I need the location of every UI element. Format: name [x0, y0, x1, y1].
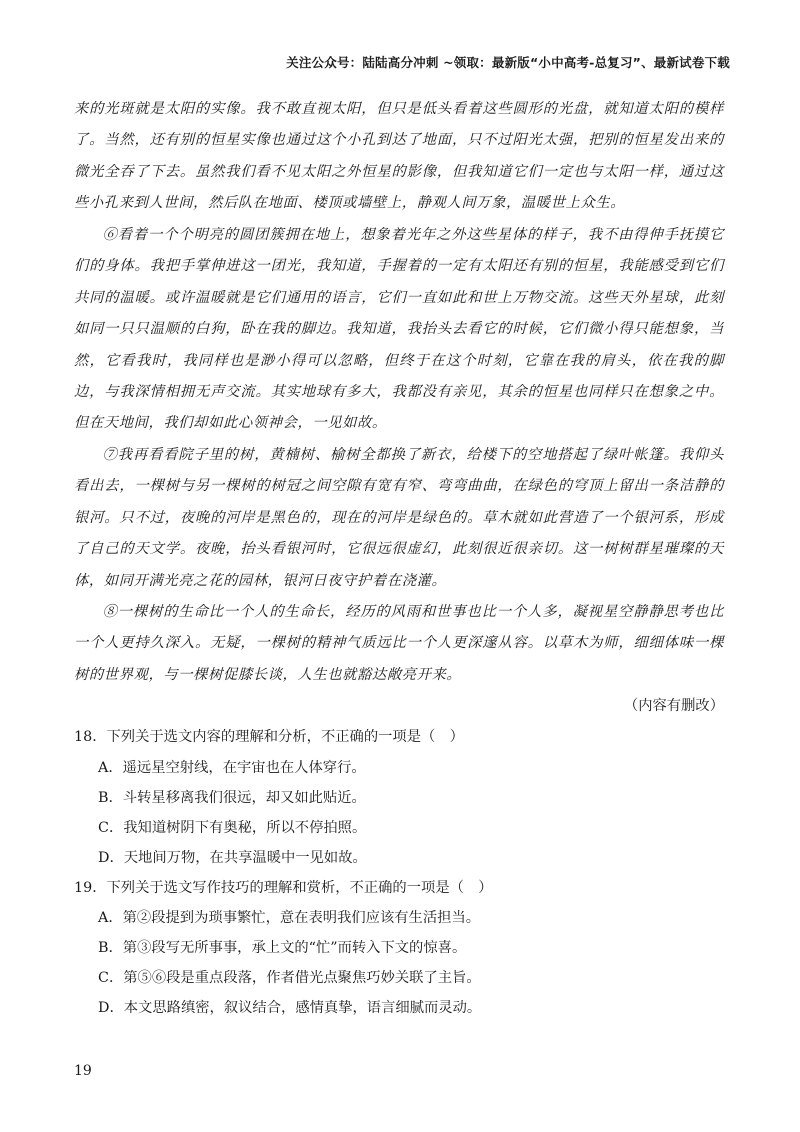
page-header: 关注公众号：陆陆高分冲刺 ~领取：最新版“小中高考-总复习”、最新试卷下载	[286, 55, 730, 70]
question-19-option-b: B．第③段写无所事事，承上文的“忙”而转入下文的惊喜。	[98, 940, 467, 956]
question-19-option-d: D．本文思路缜密，叙议结合，感情真挚，语言细腻而灵动。	[98, 1000, 482, 1016]
paragraph-8: ⑧一棵树的生命比一个人的生命长，经历的风雨和世事也比一个人多，凝视星空静静思考也比一个人更持久深入。无疑，一棵树的精神气质远比一个人更深邃从容。以草木为师，细细体味一棵树的世界观，与一棵树促膝长谈，人生也就豁达敞亮开来。	[74, 604, 724, 683]
question-18-option-b: B．斗转星移离我们很远，却又如此贴近。	[98, 790, 366, 806]
paragraph-6: ⑥看着一个个明亮的圆团簇拥在地上，想象着光年之外这些星体的样子，我不由得伸手抚摸它们的身体。我把手掌伸进这一团光，我知道，手握着的一定有太阳还有别的恒星，我能感受到它们共同的温暖。或许温暖就是它们通用的语言，它们一直如此和世上万物交流。这些天外星球，此刻如同一只只温顺的白狗，卧在我的脚边。我知道，我抬头去看它的时候，它们微小得只能想象，当然，它看我时，我同样也是渺小得可以忽略，但终于在这个时刻，它靠在我的肩头，依在我的脚边，与我深情相拥无声交流。其实地球有多大，我都没有亲见，其余的恒星也同样只在想象之中。但在天地间，我们却如此心领神会，一见如故。	[74, 227, 724, 432]
question-19-option-a: A．第②段提到为琐事繁忙，意在表明我们应该有生活担当。	[98, 910, 481, 926]
question-19-option-c: C．第⑤⑥段是重点段落，作者借光点聚焦巧妙关联了主旨。	[98, 970, 481, 986]
paragraph-7: ⑦我再看看院子里的树，黄楠树、榆树全都换了新衣，给楼下的空地搭起了绿叶帐篷。我仰头看出去，一棵树与另一棵树的树冠之间空隙有宽有窄、弯弯曲曲，在绿色的穹顶上留出一条洁静的银河。只不过，夜晚的河岸是黑色的，现在的河岸是绿色的。草木就如此营造了一个银河系，形成了自己的天文学。夜晚，抬头看银河时，它很远很虚幻，此刻很近很亲切。这一树树群星璀璨的天体，如同开满光亮之花的园林，银河日夜守护着在浇灌。	[74, 447, 724, 589]
question-18-stem: 18．下列关于选文内容的理解和分析，不正确的一项是（ ）	[74, 729, 464, 745]
paragraph-continued: 来的光斑就是太阳的实像。我不敢直视太阳，但只是低头看着这些圆形的光盘，就知道太阳的模样了。当然，还有别的恒星实像也通过这个小孔到达了地面，只不过阳光太强，把别的恒星发出来的微光全吞了下去。虽然我们看不见太阳之外恒星的影像，但我知道它们一定也与太阳一样，通过这些小孔来到人世间，然后队在地面、楼顶或墙壁上，静观人间万象，温暖世上众生。	[74, 101, 724, 212]
question-18-option-d: D．天地间万物，在共享温暖中一见如故。	[98, 850, 367, 866]
question-18-option-c: C．我知道树阴下有奥秘，所以不停拍照。	[98, 820, 367, 836]
question-19-stem: 19．下列关于选文写作技巧的理解和赏析，不正确的一项是（ ）	[74, 880, 493, 896]
page-number: 19	[74, 1063, 92, 1079]
source-note: （内容有删改）	[623, 698, 724, 714]
question-18-option-a: A．遥远星空射线，在宇宙也在人体穿行。	[98, 760, 366, 776]
passage	[74, 94, 724, 691]
